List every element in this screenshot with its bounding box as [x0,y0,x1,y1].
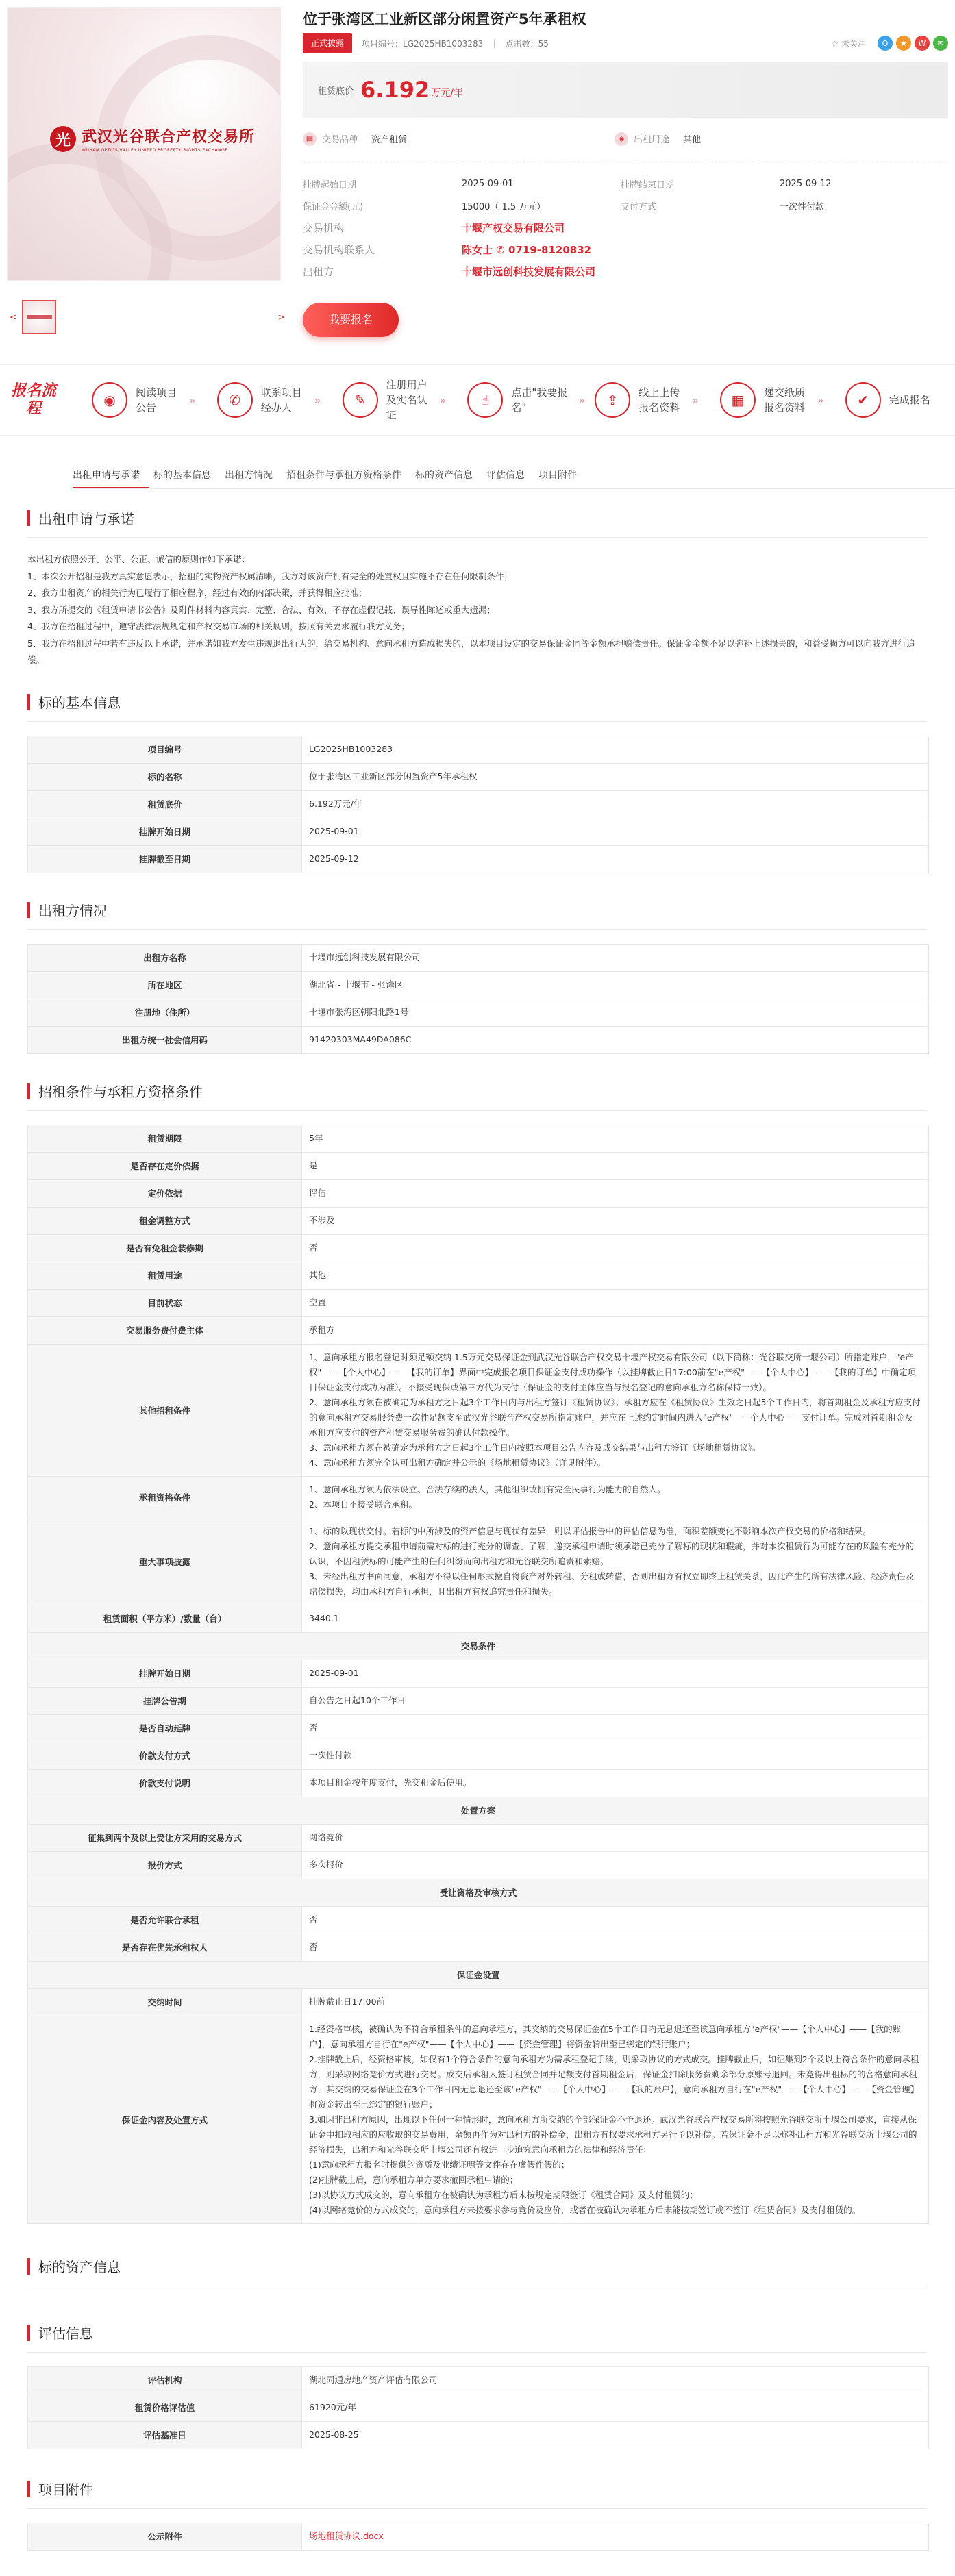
arrow-right-icon: » [692,393,699,407]
table-row: 价款支付方式 一次性付款 [28,1742,929,1769]
table-row: 征集到两个及以上受让方采用的交易方式 网络竞价 [28,1824,929,1851]
table-row: 价款支付说明 本项目租金按年度支付，先交租金后使用。 [28,1769,929,1797]
logo-cn: 武汉光谷联合产权交易所 [82,129,256,146]
table-row: 交纳时间 挂牌截止日17:00前 [28,1988,929,2016]
table-row: 其他招租条件 1、意向承租方报名登记时须足额交纳 1.5万元交易保证金到武汉光谷联合产权交易十堰产权交易有限公司（以下简称：光谷联交所十堰公司）所指定账户，"e产权"——【个人中心】——【我的订单】界面中完成报名项目保证金支付成功操作（以挂牌截止日17:00前在"e产权"——【个人中心】——【我的订单】中确定项目保证金支付成功为准）。不接受现保或第三方代为支付（保证金的支付主体应当与报名登记的意向承租方名称保持一致）。 2、意向承租方须在被确定为承租方之日起3个工作日内与出租方签订《租赁协议》；承租方应在《租赁协议》生效之日起5个工作日内，将首期租金及承租方应支付的意向承租方交易服务费一次性足额支至武汉光谷联合产权交易所指定账户，并应在上述约定时间内进入"e产权"——个人中心——支付订单。完成对首期租金及承租方应支付的资产租赁交易服务费的确认付款操作。 3、意向承租方须在被确定为承租方之日起3个工作日内按照本项目公告内容及成交结果与出租方签订《场地租赁协议》。 4、意向承租方须完全认可出租方确定并公示的《场地租赁协议》（详见附件）。 [28,1344,929,1476]
section-title: 标的基本信息 [27,683,928,721]
table-row: 报价方式 多次报价 [28,1851,929,1879]
tab-apply[interactable]: 出租申请与承诺 [73,465,149,488]
signup-process [0,364,955,436]
date-row: 挂牌起始日期 2025-09-01 挂牌结束日期 2025-09-12 [303,178,832,190]
paper-icon: ▦ [720,382,756,418]
price-band [303,62,948,118]
table-row: 挂牌开始日期 2025-09-01 [28,818,929,845]
section-attach [0,2470,955,2551]
apply-text: 本出租方依照公开、公平、公正、诚信的原则作如下承诺： 1、本次公开招租是我方真实意愿表示，招租的实物资产权属清晰，我方对该资产拥有完全的处置权且实施不存在任何限制条件； 2、我方出租资产的相关行为已履行了相应程序，经过有效的内部决策，并获得相应批准； 3、我方所提交的《租赁申请书公告》及附件材料内容真实、完整、合法、有效，不存在虚假记载、误导性陈述或重大遗漏； 4、我方在招租过程中，遵守法律法规规定和产权交易市场的相关规则，按照有关要求履行我方义务； 5、我方在招租过程中若有违反以上承诺，并承诺如我方发生违规退出行为的，给交易机构、意向承租方造成损失的，以本项目设定的交易保证金同等金额承担赔偿责任。保证金金额不足以弥补上述损失的，和益受损方可以向我方进行追偿。 [27,554,915,665]
process-step: ✆ 联系项目经办人 » [217,382,343,418]
view-count: 点击数：55 [505,38,549,49]
prev-arrow-icon[interactable]: < [9,312,17,322]
logo-text [82,125,255,153]
summary-grid [303,173,948,282]
next-arrow-icon[interactable]: > [277,312,286,322]
share-bar [831,36,948,51]
table-row: 租赁用途 其他 [28,1262,929,1289]
project-info [288,7,948,364]
table-row: 公示附件 场地租赁协议.docx [28,2523,929,2550]
exchange-row: 交易机构 十堰产权交易有限公司 [303,221,565,234]
table-row: 租赁底价 6.192万元/年 [28,790,929,818]
table-row: 租赁面积（平方米）/数量（台） 3440.1 [28,1605,929,1632]
doc-icon: ▤ [303,132,317,146]
table-row: 租赁价格评估值 61920元/年 [28,2394,929,2421]
section-title: 评估信息 [27,2314,928,2352]
lessor-table [27,944,929,1054]
weibo-icon[interactable]: W [915,36,930,51]
check-icon: ✔ [845,382,881,418]
phone-icon: ✆ [496,243,505,256]
qq-icon[interactable]: Q [878,36,893,51]
table-row: 项目编号 LG2025HB1003283 [28,736,929,763]
thumbnail[interactable] [22,300,56,334]
tag-icon: ◈ [615,132,628,146]
logo-seal-icon: 光 [50,126,76,152]
section-asset [0,2247,955,2286]
table-row: 挂牌截至日期 2025-09-12 [28,845,929,873]
lessor-row: 出租方 十堰市远创科技发展有限公司 [303,265,596,278]
wechat-icon[interactable]: ✉ [933,36,948,51]
table-row: 保证金内容及处置方式 1.经资格审核，被确认为不符合承租条件的意向承租方，其交纳的交易保证金在5个工作日内无息退还至该意向承租方"e产权"——【个人中心】——【我的账户】，意向承租方自行在"e产权"——【个人中心】——【资金管理】将资金转出至已绑定的银行账户； 2.挂牌截止后，经资格审核，如仅有1个符合条件的意向承租方为需承租登记手续，则采取协议的方式成交。挂牌截止后，如征集到2个及以上符合条件的意向承租方，则采取网络竞价方式进行交易。成交后承租人签订租赁合同并足额支付首期租金后，保证金扣除服务费剩余部分原账号退回。未竞得出租标的的合格意向承租方，其交纳的交易保证金在3个工作日内无息退还至该"e产权"——【个人中心】——【我的账户】，意向承租方自行在"e产权"——【个人中心】——【资金管理】将资金转出至已绑定的银行账户； 3.如因非出租方原因，出现以下任何一种情形时，意向承租方所交纳的全部保证金不予退还。武汉光谷联合产权交易所将按照光谷联交所十堰公司要求，直接从保证金中扣取相应的应收取的交易费用，余额再作为对出租方的补偿金，出租方有权要求承租方另行予以补偿。若保证金不足以弥补出租方和光谷联交所十堰公司的经济损失，出租方和光谷联交所十堰公司还有权进一步追究意向承租方的法律和经济责任： (1)意向承租方报名时提供的资质及业绩证明等文件存在虚假作假的； (2)挂牌截止后，意向承租方单方要求撤回承租申请的； (3)以协议方式成交的，意向承租方在被确认为承租方后未按规定期限签订《租赁合同》及支付租赁的； (4)以网络竞价的方式成交的，意向承租方未按要求参与竞价及应价，或者在被确认为承租方后未能按期签订或不签订《租赁合同》及支付租赁的。 [28,2016,929,2223]
section-conditions [0,1072,955,2224]
table-row: 挂牌开始日期 2025-09-01 [28,1660,929,1687]
table-row: 是否存在定价依据 是 [28,1152,929,1179]
tab-eval[interactable]: 评估信息 [486,470,525,481]
table-row: 所在地区 湖北省 - 十堰市 - 张湾区 [28,971,929,999]
process-step: ✔ 完成报名 [845,382,945,418]
project-number: 项目编号：LG2025HB1003283 [362,38,484,49]
trade-type: ▤ 交易品种 资产租赁 [303,132,615,146]
price-label: 租赁底价 [318,86,354,97]
process-step: ☝ 点击"我要报名" » [467,382,595,418]
logo-en: WUHAN OPTICS VALLEY UNITED PROPERTY RIGHTS EXCHANGE [82,148,228,153]
tab-conditions[interactable]: 招租条件与承租方资格条件 [286,470,401,481]
exchange-logo [50,125,255,153]
table-row: 重大事项披露 1、标的以现状交付。若标的中所涉及的资产信息与现状有差异，则以评估报告中的评估信息为准，面积差额变化不影响本次产权交易的价格和结果。 2、意向承租方提交承租申请前需对标的进行充分的调查、了解，递交承租申请时须承诺已充分了解标的现状和瑕疵，并对本次租赁行为可能存在的风险有充分的认识，不因租赁标的可能产生的任何纠纷而向出租方和光谷联交所追责和索赔。 3、未经出租方书面同意，承租方不得以任何形式擅自将资产对外转租、分租或转借，否则出租方有权立即终止租赁关系，因此产生的所有法律风险、经济责任及赔偿损失，均由承租方自行承担，且出租方有权追究责任和损失。 [28,1518,929,1605]
table-row: 评估机构 湖北同通房地产资产评估有限公司 [28,2366,929,2394]
contact-phone[interactable]: 0719-8120832 [504,243,592,256]
table-row: 交易服务费付费主体 承租方 [28,1316,929,1344]
arrow-right-icon: » [578,393,586,407]
table-row: 是否允许联合承租 否 [28,1906,929,1934]
process-step: ◉ 阅读项目公告 » [92,382,217,418]
table-subhead: 受让资格及审核方式 [28,1879,929,1906]
table-row: 注册地（住所） 十堰市张湾区朝阳北路1号 [28,999,929,1026]
section-title: 标的资产信息 [27,2247,928,2286]
upload-icon: ⇪ [595,382,630,418]
price-value: 6.192 [360,77,430,103]
deposit-row: 保证金金额(元) 15000（ 1.5 万元） 支付方式 一次性付款 [303,201,825,212]
section-title: 招租条件与承租方资格条件 [27,1072,928,1110]
table-row: 标的名称 位于张湾区工业新区部分闲置资产5年承租权 [28,763,929,790]
table-subhead: 交易条件 [28,1632,929,1660]
follow-button[interactable]: ☆ 未关注 [831,38,866,49]
section-basic [0,683,955,873]
arrow-right-icon: » [189,393,196,407]
table-row: 租赁期限 5年 [28,1125,929,1152]
table-row: 是否有免租金装修期 否 [28,1234,929,1262]
table-row: 目前状态 空置 [28,1289,929,1316]
contact-name: 陈女士 [462,243,493,256]
image-gallery [7,7,288,364]
attach-table [27,2523,929,2551]
table-row: 定价依据 评估 [28,1179,929,1207]
type-row [303,118,948,160]
table-row: 评估基准日 2025-08-25 [28,2421,929,2449]
eye-icon: ◉ [92,382,127,418]
eval-table [27,2366,929,2449]
main-image [7,7,281,281]
process-step: ▦ 递交纸质报名资料 » [720,382,845,418]
section-title: 出租方情况 [27,891,928,929]
table-row: 租金调整方式 不涉及 [28,1207,929,1234]
arrow-right-icon: » [314,393,321,407]
register-icon: ✎ [343,382,378,418]
detail-tabs [73,447,955,489]
price-unit: 万元/年 [431,88,463,99]
table-row: 出租方统一社会信用码 91420303MA49DA086C [28,1026,929,1053]
status-badge: 正式披露 [303,33,352,53]
page-title: 位于张湾区工业新区部分闲置资产5年承租权 [303,11,586,27]
basic-table [27,736,929,873]
table-row: 挂牌公告期 自公告之日起10个工作日 [28,1687,929,1714]
conditions-table [27,1125,929,2224]
table-subhead: 保证金设置 [28,1961,929,1988]
process-title: 报名流程 [10,382,56,417]
lease-usage: ◈ 出租用途 其他 [615,132,926,146]
arrow-right-icon: » [439,393,447,407]
table-subhead: 处置方案 [28,1797,929,1824]
tab-lessor[interactable]: 出租方情况 [225,470,273,481]
table-row: 是否自动延牌 否 [28,1714,929,1742]
click-icon: ☝ [467,382,503,418]
process-step: ✎ 注册用户及实名认证 » [343,377,468,423]
table-row: 出租方名称 十堰市远创科技发展有限公司 [28,944,929,971]
section-apply [0,499,955,669]
contact-icon: ✆ [217,382,253,418]
table-row: 承租资格条件 1、意向承租方须为依法设立、合法存续的法人，其他组织或拥有完全民事行为能力的自然人。 2、本项目不接受联合承租。 [28,1476,929,1518]
project-header [0,0,955,364]
section-eval [0,2314,955,2449]
contact-row: 交易机构联系人 陈女士 ✆ 0719-8120832 [303,243,592,256]
signup-button[interactable]: 我要报名 [303,303,399,337]
attachment-link[interactable]: 场地租赁协议.docx [309,2531,384,2541]
tab-asset[interactable]: 标的资产信息 [415,470,473,481]
thumbnail-strip [7,300,288,334]
process-step: ⇪ 线上上传报名资料 » [595,382,720,418]
qzone-icon[interactable]: ★ [896,36,911,51]
section-lessor [0,891,955,1054]
arrow-right-icon: » [817,393,824,407]
section-title: 项目附件 [27,2470,928,2508]
table-row: 是否存在优先承租权人 否 [28,1934,929,1961]
section-title: 出租申请与承诺 [27,499,928,537]
tab-attach[interactable]: 项目附件 [538,470,577,481]
meta-row: 正式披露 项目编号：LG2025HB1003283 | 点击数：55 ☆ 未关注 Q ★ W ✉ [303,32,948,55]
tab-basic[interactable]: 标的基本信息 [153,470,211,481]
